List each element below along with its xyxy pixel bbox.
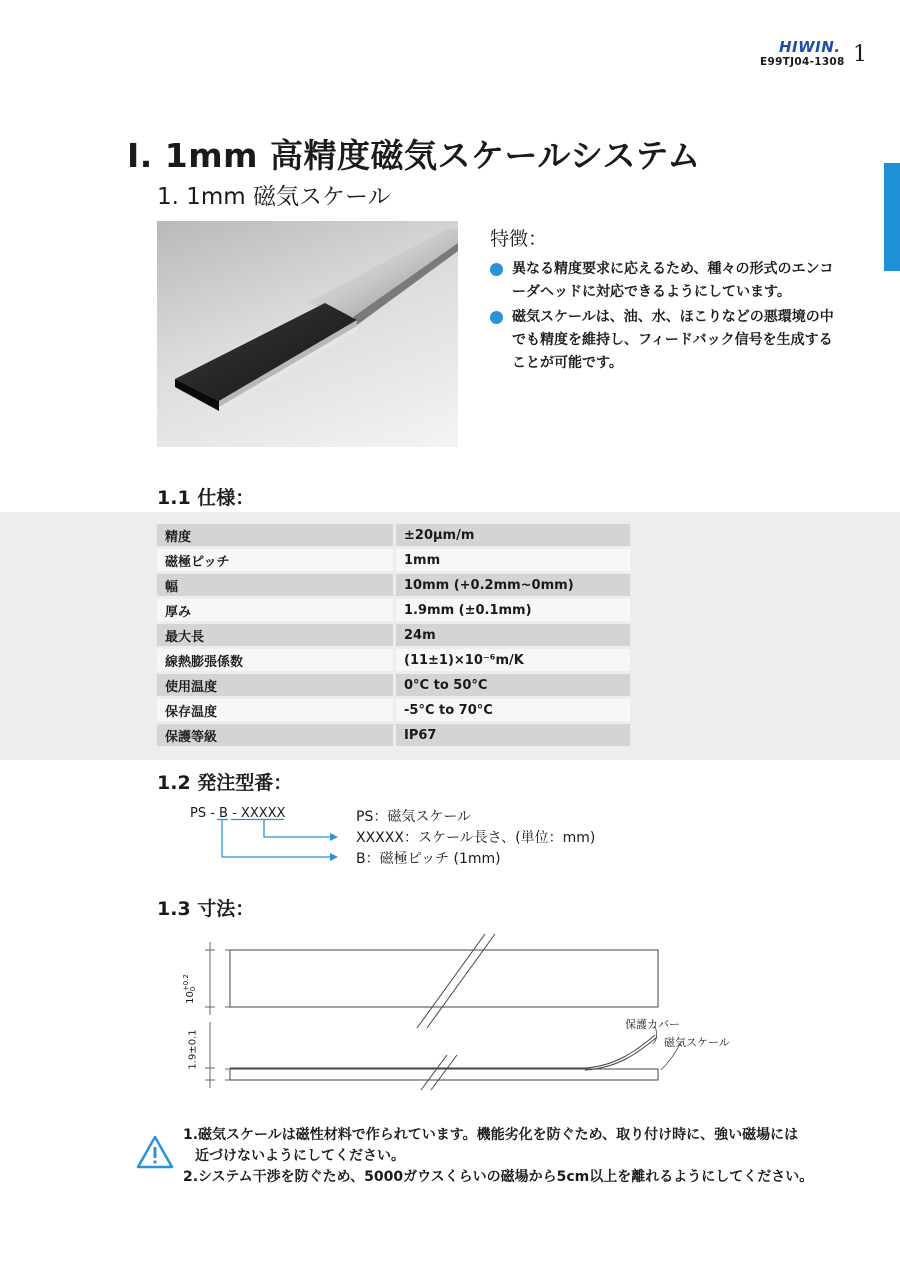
magnetic-scale-photo <box>157 221 458 447</box>
spec-label: 最大長 <box>157 624 396 646</box>
cover-label: 保護カバー <box>625 1018 680 1031</box>
table-row <box>157 624 630 646</box>
spec-label: 使用温度 <box>157 674 396 696</box>
bullet-icon <box>490 263 503 276</box>
table-row <box>157 649 630 671</box>
spec-table <box>157 521 630 749</box>
width-tolerance-lower: 0 <box>188 986 197 992</box>
feature-text: 異なる精度要求に応えるため、種々の形式のエンコーダヘッドに対応できるようにしています。 <box>512 261 834 300</box>
order-label-pitch: B：磁極ピッチ (1mm) <box>356 851 501 867</box>
section-title: 1. 1mm 磁気スケール <box>157 184 391 210</box>
spec-value: -5°C to 70°C <box>396 699 630 721</box>
order-code-connectors <box>180 818 360 868</box>
arrow-right-icon <box>330 853 338 861</box>
spec-label: 精度 <box>157 524 396 546</box>
feature-item <box>490 306 840 375</box>
scale-label: 磁気スケール <box>664 1036 730 1049</box>
feature-text: 磁気スケールは、油、水、ほこりなどの悪環境の中でも精度を維持し、フィードバック信号を生成することが可能です。 <box>512 309 834 371</box>
order-label-ps: PS：磁気スケール <box>356 809 472 825</box>
order-label-length: XXXXX：スケール長さ、(単位：mm) <box>356 830 596 846</box>
magnetic-scale-illustration <box>157 221 458 447</box>
spec-label: 厚み <box>157 599 396 621</box>
spec-label: 線熱膨張係数 <box>157 649 396 671</box>
spec-label: 磁極ピッチ <box>157 549 396 571</box>
brand-logo: HIWIN. <box>779 38 841 56</box>
spec-value: 0°C to 50°C <box>396 674 630 696</box>
width-value: 10 <box>184 991 196 1004</box>
dimensions-heading: 1.3 寸法： <box>157 898 255 920</box>
spec-value: IP67 <box>396 724 630 746</box>
warning-line-2: 2.システム干渉を防ぐため、5000ガウスくらいの磁場から5cm以上を離れるようにしてください。 <box>183 1169 814 1185</box>
warning-line-1: 1.磁気スケールは磁性材料で作られています。機能劣化を防ぐため、取り付け時に、強い磁場には <box>183 1127 799 1143</box>
arrow-right-icon <box>330 833 338 841</box>
order-heading: 1.2 発注型番： <box>157 772 293 794</box>
warning-text <box>183 1125 813 1188</box>
spec-label: 保存温度 <box>157 699 396 721</box>
table-row <box>157 524 630 546</box>
features-title: 特徴： <box>490 228 548 250</box>
spec-value: (11±1)×10⁻⁶m/K <box>396 649 630 671</box>
spec-value: ±20μm/m <box>396 524 630 546</box>
thickness-value: 1.9±0.1 <box>187 1029 199 1070</box>
spec-value: 10mm (+0.2mm~0mm) <box>396 574 630 596</box>
page-number: 1 <box>853 42 867 67</box>
spec-value: 1mm <box>396 549 630 571</box>
spec-heading: 1.1 仕様： <box>157 487 255 509</box>
width-tolerance-upper: +0.2 <box>181 974 190 992</box>
bullet-icon <box>490 311 503 324</box>
spec-label: 幅 <box>157 574 396 596</box>
table-row <box>157 674 630 696</box>
table-row <box>157 599 630 621</box>
section-edge-tab <box>884 163 900 271</box>
width-dimension-label <box>181 960 207 1020</box>
warning-line-1-cont: 近づけないようにしてください。 <box>195 1148 405 1164</box>
document-code: E99TJ04-1308 <box>760 56 845 68</box>
page-title: I. 1mm 高精度磁気スケールシステム <box>127 136 701 175</box>
warning-icon <box>136 1134 174 1170</box>
features-list <box>490 258 840 377</box>
order-code: PS - B - XXXXX <box>190 806 286 821</box>
spec-value: 1.9mm (±0.1mm) <box>396 599 630 621</box>
table-row <box>157 574 630 596</box>
spec-label: 保護等級 <box>157 724 396 746</box>
thickness-dimension-label <box>187 1020 207 1080</box>
table-row <box>157 549 630 571</box>
table-row <box>157 699 630 721</box>
feature-item <box>490 258 840 304</box>
table-row <box>157 724 630 746</box>
spec-value: 24m <box>396 624 630 646</box>
